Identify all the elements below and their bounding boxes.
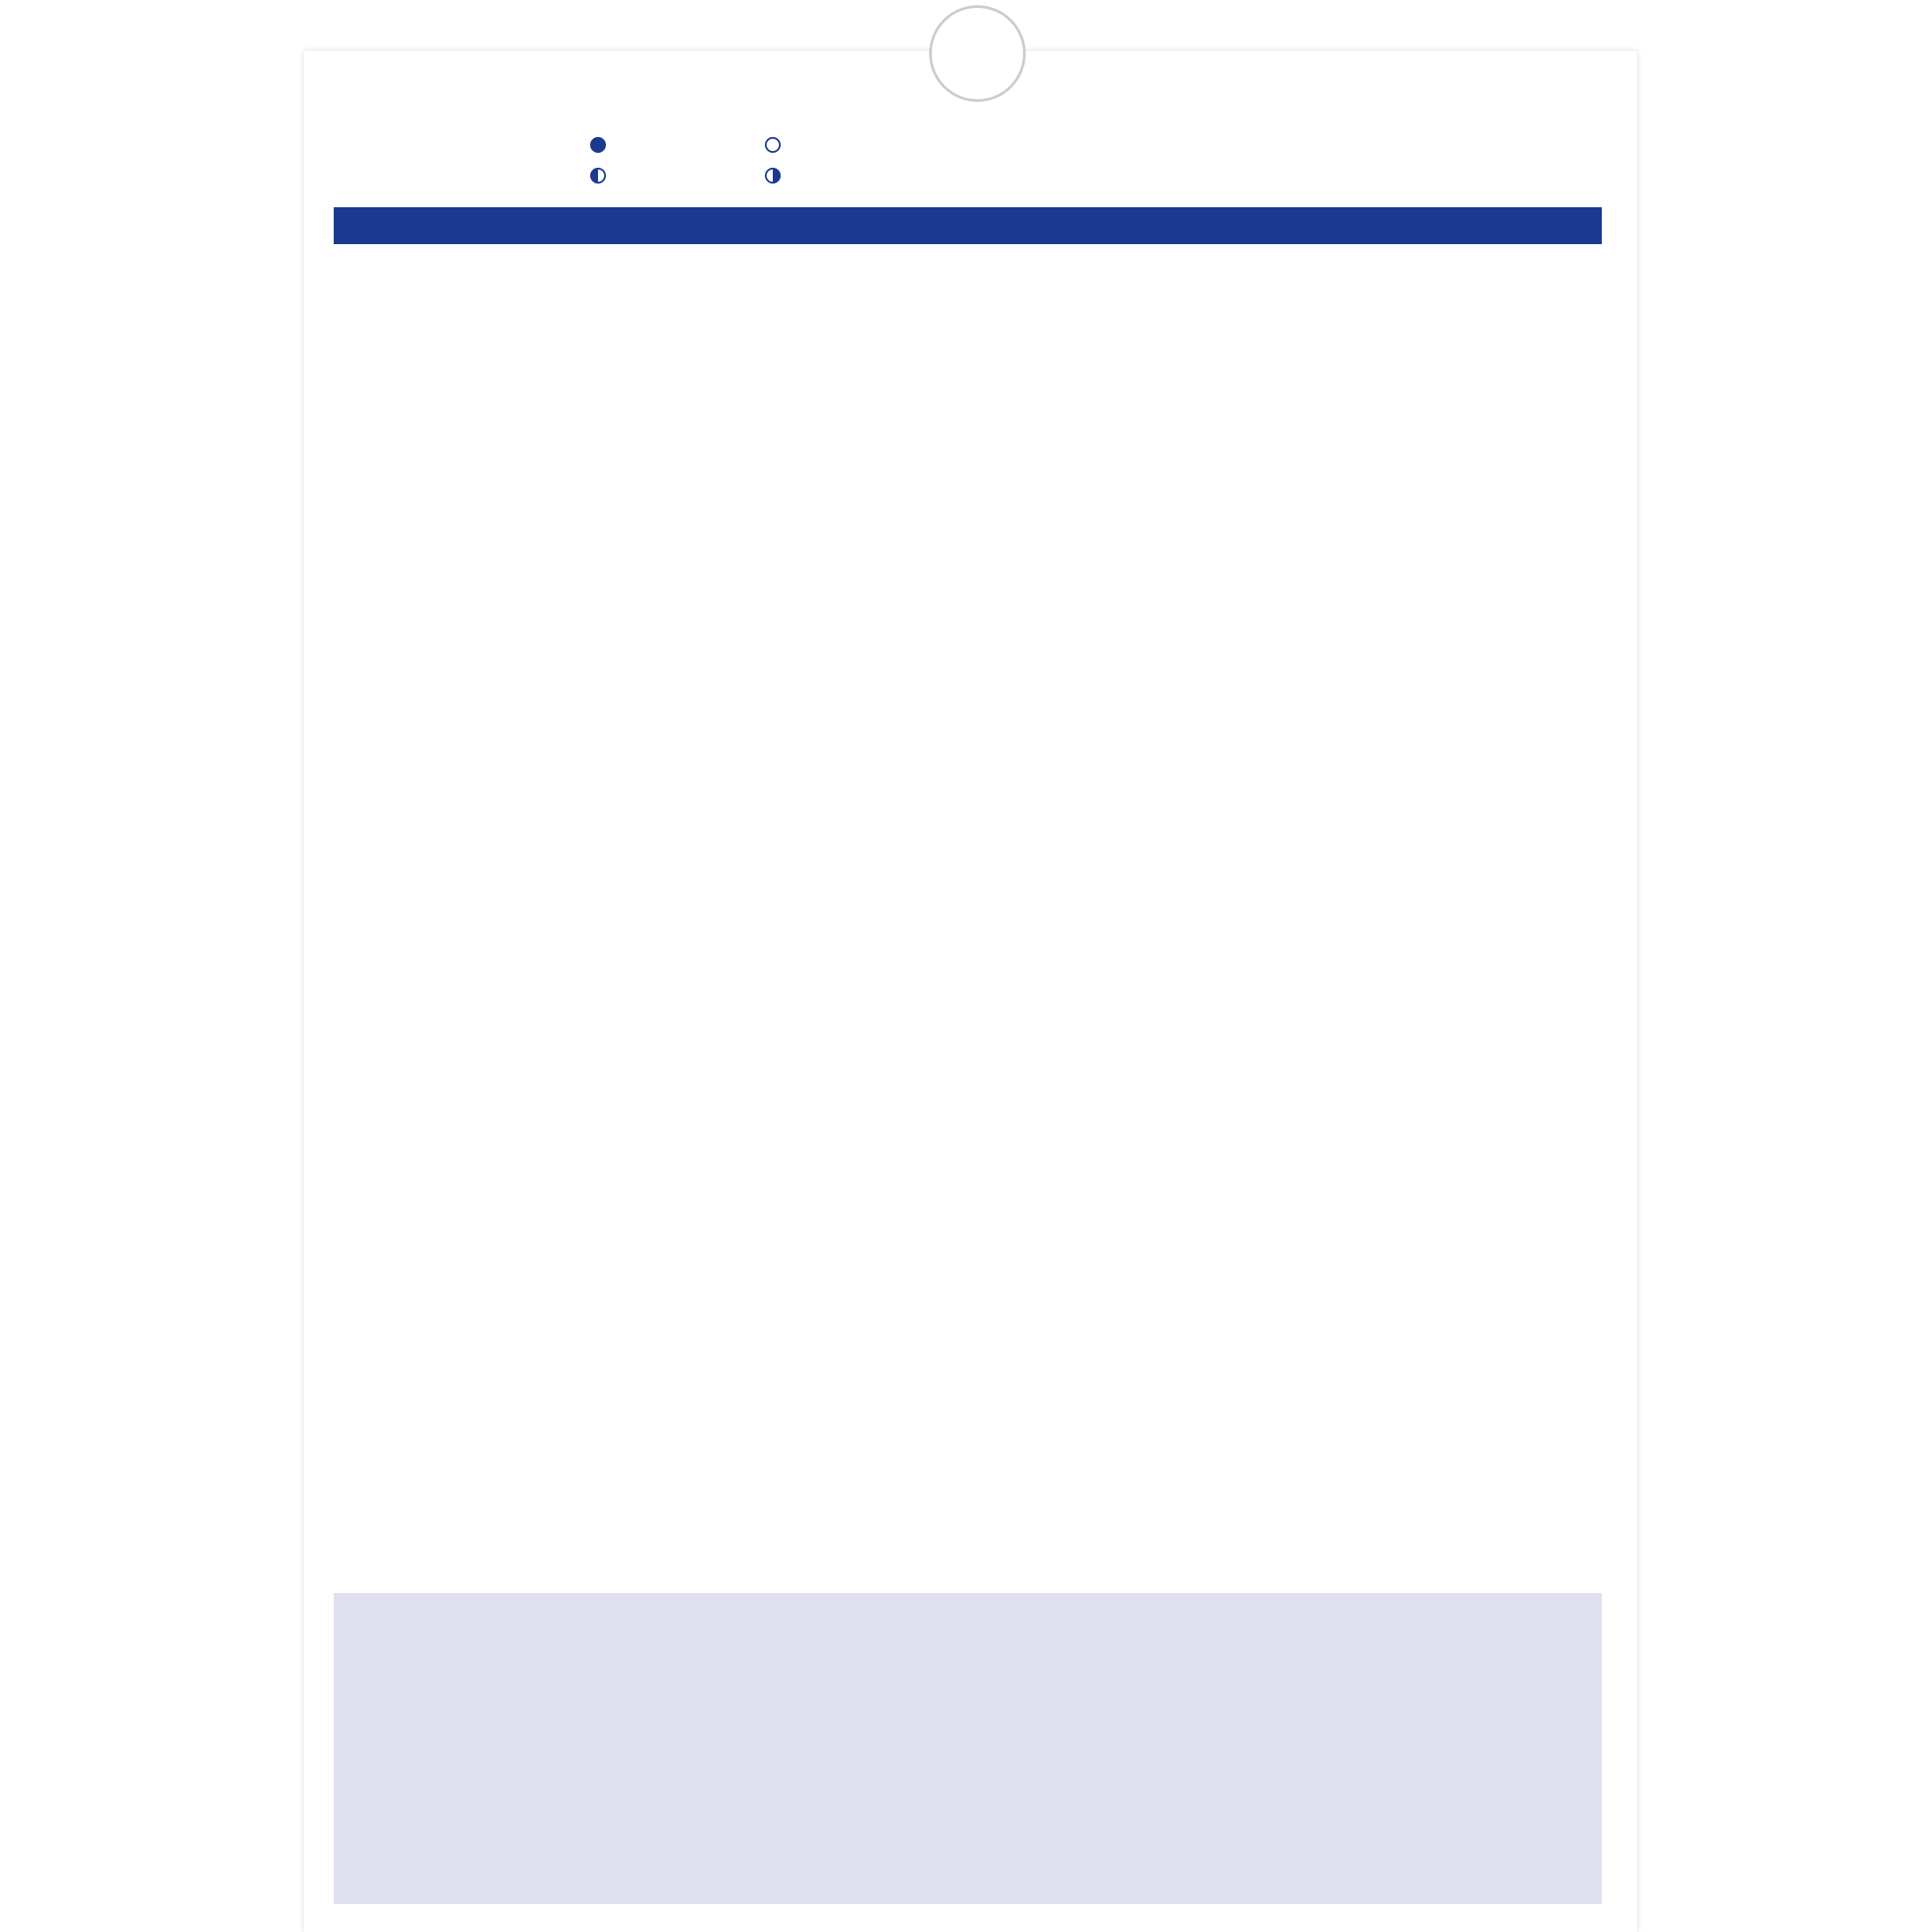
last-quarter-icon [765, 168, 781, 184]
weekday-header [334, 207, 1602, 244]
legend-full-moon [765, 137, 788, 153]
legend-new-moon [590, 137, 613, 153]
first-quarter-icon [590, 168, 606, 184]
new-moon-icon [590, 137, 606, 153]
full-moon-icon [765, 137, 781, 153]
year-overview [334, 1593, 1602, 1904]
legend-last-quarter [765, 168, 788, 184]
day-cells [334, 244, 1602, 1586]
hanger-notch [929, 5, 1026, 102]
month-grid [334, 207, 1602, 1586]
legend-first-quarter [590, 168, 613, 184]
